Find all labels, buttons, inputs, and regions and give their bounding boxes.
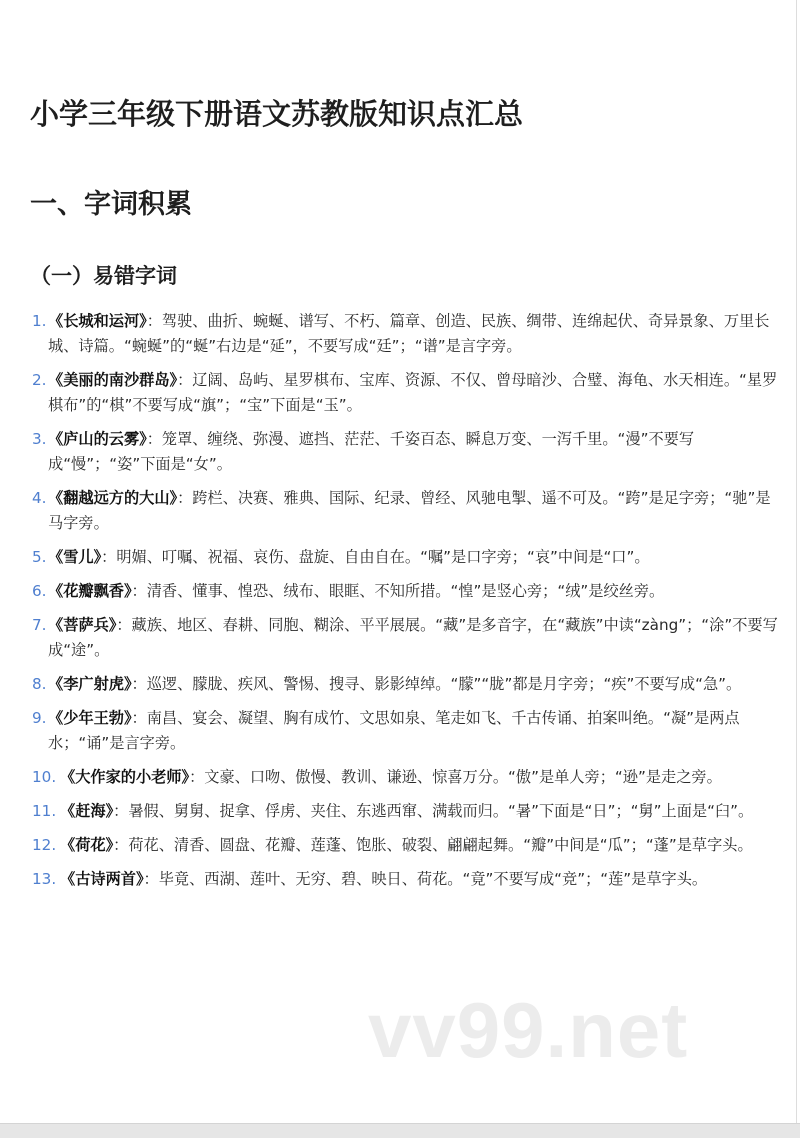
item-number: 13. <box>32 870 57 888</box>
error-prone-words-list <box>30 309 778 901</box>
lesson-title: 《庐山的云雾》 <box>48 430 147 448</box>
lesson-title: 《翻越远方的大山》 <box>48 489 178 507</box>
item-number: 1. <box>32 312 47 330</box>
list-item <box>30 579 778 604</box>
item-number: 4. <box>32 489 47 507</box>
list-item <box>30 765 778 790</box>
list-item <box>30 867 778 892</box>
item-text: ：明媚、叮嘱、祝福、哀伤、盘旋、自由自在。“嘱”是口字旁；“哀”中间是“口”。 <box>101 548 650 566</box>
list-item <box>30 799 778 824</box>
list-item <box>30 486 778 536</box>
item-number: 9. <box>32 709 47 727</box>
list-item <box>30 427 778 477</box>
lesson-title: 《菩萨兵》 <box>48 616 117 634</box>
item-number: 6. <box>32 582 47 600</box>
item-number: 10. <box>32 768 57 786</box>
item-number: 12. <box>32 836 57 854</box>
item-text: ：笼罩、缠绕、弥漫、遮挡、茫茫、千姿百态、瞬息万变、一泻千里。“漫”不要写成“慢”；“姿”下面是“女”。 <box>48 430 695 473</box>
item-text: ：南昌、宴会、凝望、胸有成竹、文思如泉、笔走如飞、千古传诵、拍案叫绝。“凝”是两点水；“诵”是言字旁。 <box>48 709 740 752</box>
list-item <box>30 706 778 756</box>
lesson-title: 《荷花》 <box>60 836 114 854</box>
lesson-title: 《大作家的小老师》 <box>60 768 190 786</box>
item-number: 8. <box>32 675 47 693</box>
item-number: 7. <box>32 616 47 634</box>
item-number: 3. <box>32 430 47 448</box>
item-number: 5. <box>32 548 47 566</box>
list-item <box>30 613 778 663</box>
lesson-title: 《雪儿》 <box>48 548 102 566</box>
item-text: ：藏族、地区、春耕、同胞、糊涂、平平展展。“藏”是多音字，在“藏族”中读“zàng”；“涂”不要写成“途”。 <box>48 616 778 659</box>
subsection-heading: （一）易错字词 <box>30 264 177 288</box>
item-text: ：辽阔、岛屿、星罗棋布、宝库、资源、不仅、曾母暗沙、合璧、海龟、水天相连。“星罗棋布”的“棋”不要写成“旗”；“宝”下面是“玉”。 <box>48 371 778 414</box>
bottom-scroll-edge <box>0 1123 800 1138</box>
list-item <box>30 368 778 418</box>
lesson-title: 《少年王勃》 <box>48 709 132 727</box>
list-item <box>30 672 778 697</box>
lesson-title: 《美丽的南沙群岛》 <box>48 371 178 389</box>
item-number: 11. <box>32 802 57 820</box>
list-item <box>30 833 778 858</box>
lesson-title: 《古诗两首》 <box>60 870 144 888</box>
lesson-title: 《赶海》 <box>60 802 114 820</box>
item-text: ：文豪、口吻、傲慢、教训、谦逊、惊喜万分。“傲”是单人旁；“逊”是走之旁。 <box>189 768 722 786</box>
item-text: ：巡逻、朦胧、疾风、警惕、搜寻、影影绰绰。“朦”“胧”都是月字旁；“疾”不要写成“急”。 <box>131 675 742 693</box>
watermark: vv99.net <box>368 986 689 1074</box>
item-number: 2. <box>32 371 47 389</box>
item-text: ：清香、懂事、惶恐、绒布、眼眶、不知所措。“惶”是竖心旁；“绒”是绞丝旁。 <box>131 582 665 600</box>
item-text: ：驾驶、曲折、蜿蜒、谱写、不朽、篇章、创造、民族、绸带、连绵起伏、奇异景象、万里长城、诗篇。“蜿蜒”的“蜒”右边是“延”，不要写成“廷”；“谱”是言字旁。 <box>48 312 770 355</box>
item-text: ：跨栏、决赛、雅典、国际、纪录、曾经、风驰电掣、遥不可及。“跨”是足字旁；“驰”是马字旁。 <box>48 489 771 532</box>
lesson-title: 《花瓣飘香》 <box>48 582 132 600</box>
list-item <box>30 545 778 570</box>
lesson-title: 《长城和运河》 <box>48 312 147 330</box>
list-item <box>30 309 778 359</box>
page-title: 小学三年级下册语文苏教版知识点汇总 <box>30 97 524 131</box>
item-text: ：暑假、舅舅、捉拿、俘虏、夹住、东逃西窜、满载而归。“暑”下面是“日”；“舅”上面是“臼”。 <box>113 802 754 820</box>
lesson-title: 《李广射虎》 <box>48 675 132 693</box>
item-text: ：荷花、清香、圆盘、花瓣、莲蓬、饱胀、破裂、翩翩起舞。“瓣”中间是“瓜”；“蓬”是草字头。 <box>113 836 753 854</box>
section-heading: 一、字词积累 <box>30 189 192 220</box>
item-text: ：毕竟、西湖、莲叶、无穷、碧、映日、荷花。“竟”不要写成“竞”；“莲”是草字头。 <box>143 870 708 888</box>
